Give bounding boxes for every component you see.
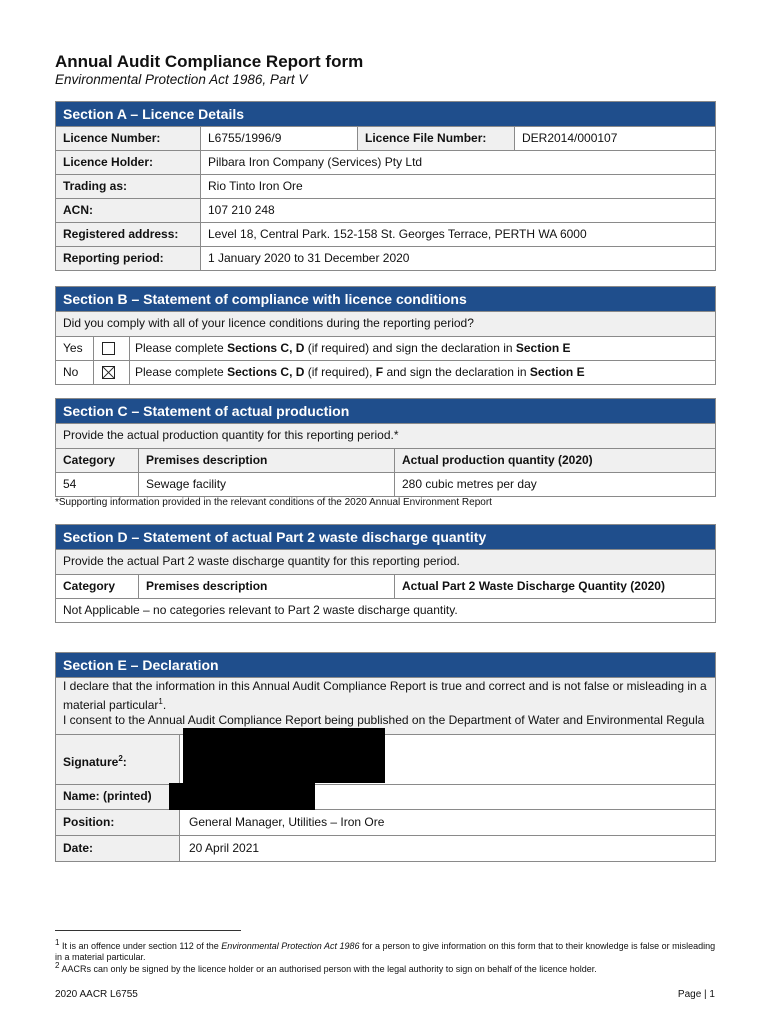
page-subtitle: Environmental Protection Act 1986, Part V: [55, 72, 308, 87]
licence-number-row: [56, 126, 715, 150]
section-b: [55, 286, 716, 385]
footer-page-number: Page | 1: [677, 989, 715, 1000]
compliance-question: Did you comply with all of your licence conditions during the reporting period?: [56, 311, 715, 336]
column-header: Category: [56, 575, 139, 598]
date-label: Date:: [56, 836, 180, 861]
footnote-1: $^1$ It is an offence under section 112 of the Environmental Protection Act 1986 for a person to give information on this form that to their knowledge is false or misleading in a material particular.: [55, 938, 716, 962]
table-row: [56, 222, 715, 246]
row-label: Trading as:: [56, 175, 201, 198]
column-header: Actual production quantity (2020): [402, 453, 593, 467]
position-value: General Manager, Utilities – Iron Ore: [189, 815, 385, 829]
row-value: Pilbara Iron Company (Services) Pty Ltd: [208, 155, 423, 169]
footer-document-id: 2020 AACR L6755: [55, 989, 138, 1000]
section-c: [55, 398, 716, 497]
table-row: [56, 150, 715, 174]
licence-number-value: L6755/1996/9: [201, 127, 358, 150]
table-header-row: [56, 574, 715, 598]
yes-checkbox[interactable]: [102, 342, 115, 355]
quantity-cell: 280 cubic metres per day: [402, 477, 537, 491]
licence-file-number-value: DER2014/000107: [522, 131, 618, 145]
not-applicable-row: [56, 598, 715, 622]
premises-cell: Sewage facility: [139, 473, 395, 496]
date-row: [56, 835, 715, 861]
date-value: 20 April 2021: [189, 841, 260, 855]
production-prompt: Provide the actual production quantity for this reporting period.*: [56, 423, 715, 448]
no-checkbox-cell: [94, 361, 130, 384]
name-row: [56, 784, 715, 809]
table-row: [56, 246, 715, 270]
section-a: [55, 101, 716, 271]
section-e: [55, 652, 716, 862]
no-row: [56, 360, 715, 384]
position-row: [56, 809, 715, 835]
row-label: Registered address:: [56, 223, 201, 246]
footnote-2: $^2$ AACRs can only be signed by the licence holder or an authorised person with the legal authority to sign on behalf of the licence holder.: [55, 961, 597, 974]
no-checkbox[interactable]: [102, 366, 115, 379]
signature-redaction: [183, 728, 385, 783]
table-row: [56, 472, 715, 496]
row-value: Level 18, Central Park. 152-158 St. Georges Terrace, PERTH WA 6000: [208, 227, 587, 241]
row-label: Licence Holder:: [56, 151, 201, 174]
section-d: [55, 524, 716, 623]
section-b-title: Section B – Statement of compliance with licence conditions: [56, 287, 715, 311]
row-label: ACN:: [56, 199, 201, 222]
yes-instruction: Please complete Sections C, D (if required) and sign the declaration in Section E: [135, 341, 571, 355]
footnote-rule: [55, 930, 241, 931]
column-header: Premises description: [139, 575, 395, 598]
section-c-title: Section C – Statement of actual production: [56, 399, 715, 423]
position-label: Position:: [56, 810, 180, 835]
page-title: Annual Audit Compliance Report form: [55, 52, 364, 71]
licence-number-label: Licence Number:: [56, 127, 201, 150]
row-label: Reporting period:: [56, 247, 201, 270]
signature-label: Signature$^2$:: [56, 735, 180, 784]
yes-checkbox-cell: [94, 337, 130, 360]
row-value: 107 210 248: [208, 203, 275, 217]
declaration-text: I declare that the information in this Annual Audit Compliance Report is true and correct and is not false or misleading in a material particular$^1$. I consent to the Annual Audit Compliance Report being published on the Department of Water and Environmental Regula: [56, 677, 715, 734]
column-header: Premises description: [139, 449, 395, 472]
column-header: Category: [56, 449, 139, 472]
not-applicable-text: Not Applicable – no categories relevant to Part 2 waste discharge quantity.: [63, 603, 458, 617]
licence-file-number-label: Licence File Number:: [358, 127, 515, 150]
table-header-row: [56, 448, 715, 472]
row-value: 1 January 2020 to 31 December 2020: [208, 251, 410, 265]
no-label: No: [56, 361, 94, 384]
supporting-note: *Supporting information provided in the relevant conditions of the 2020 Annual Environment Report: [55, 497, 492, 508]
table-row: [56, 198, 715, 222]
column-header: Actual Part 2 Waste Discharge Quantity (2020): [402, 579, 665, 593]
no-instruction: Please complete Sections C, D (if required), F and sign the declaration in Section E: [135, 365, 585, 379]
discharge-prompt: Provide the actual Part 2 waste discharge quantity for this reporting period.: [56, 549, 715, 574]
yes-label: Yes: [56, 337, 94, 360]
section-e-title: Section E – Declaration: [56, 653, 715, 677]
section-d-title: Section D – Statement of actual Part 2 waste discharge quantity: [56, 525, 715, 549]
signature-row: [56, 734, 715, 784]
category-cell: 54: [56, 473, 139, 496]
yes-row: [56, 336, 715, 360]
row-value: Rio Tinto Iron Ore: [208, 179, 303, 193]
table-row: [56, 174, 715, 198]
name-redaction: [169, 783, 315, 810]
section-a-title: Section A – Licence Details: [56, 102, 715, 126]
name-label: Name: (printed): [56, 785, 180, 809]
